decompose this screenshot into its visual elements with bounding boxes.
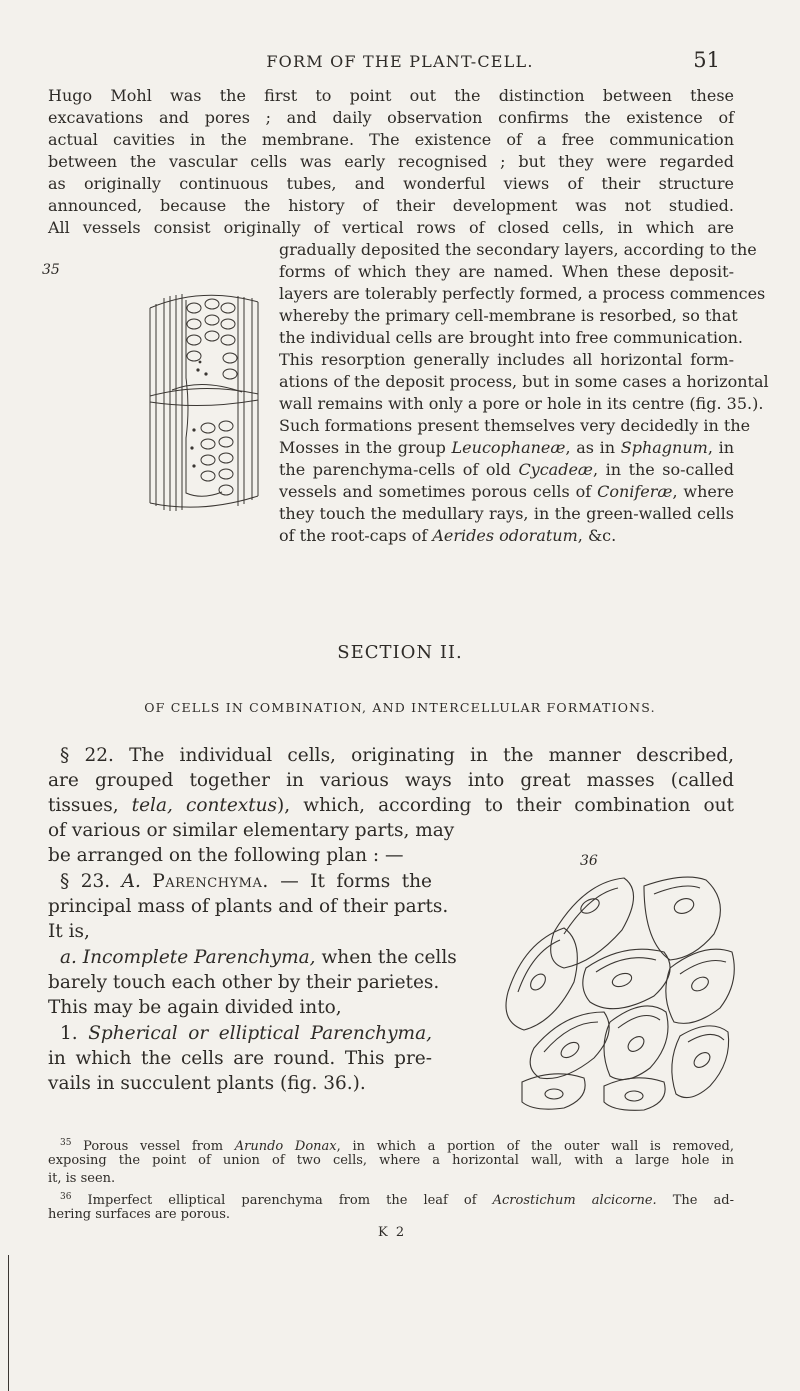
text-line: Such formations present themselves very decidedly in the	[279, 416, 751, 435]
section-subtitle: OF CELLS IN COMBINATION, AND INTERCELLULAR FORMATIONS.	[144, 700, 656, 715]
text-line: announced, because the history of their development was not studied.	[48, 196, 734, 215]
text-line: vails in succulent plants (fig. 36.).	[48, 1073, 366, 1094]
text-line: in which the cells are round. This pre-	[48, 1048, 432, 1069]
text-line: actual cavities in the membrane. The existence of a free communication	[48, 130, 734, 149]
binding-edge	[8, 1255, 9, 1391]
section-title: SECTION II.	[337, 642, 463, 663]
footnote-36: $^{36}$ Imperfect elliptical parenchyma from the leaf of Acrostichum alcicorne. The ad-	[60, 1192, 734, 1208]
text-line: § 23. A. Parenchyma. — It forms the	[60, 871, 432, 892]
signature-mark: K 2	[378, 1225, 407, 1240]
running-title: FORM OF THE PLANT-CELL.	[266, 52, 534, 71]
figure-35-label: 35	[42, 262, 60, 278]
text-line: 1. Spherical or elliptical Parenchyma,	[60, 1023, 432, 1044]
footnote-line: hering surfaces are porous.	[48, 1207, 231, 1222]
text-line: whereby the primary cell-membrane is resorbed, so that	[279, 306, 738, 325]
footnote-35: $^{35}$ Porous vessel from Arundo Donax, in which a portion of the outer wall is removed,	[60, 1138, 734, 1154]
text-line: they touch the medullary rays, in the green-walled cells	[279, 504, 734, 523]
text-line: the parenchyma-cells of old Cycadeæ, in the so-called	[279, 460, 735, 479]
text-line: excavations and pores ; and daily observation confirms the existence of	[48, 108, 734, 127]
text-line: All vessels consist originally of vertical rows of closed cells, in which are	[48, 218, 734, 237]
text-line: of various or similar elementary parts, may	[48, 820, 455, 841]
footnote-line: exposing the point of union of two cells, where a horizontal wall, with a large hole in	[48, 1153, 734, 1168]
text-line: forms of which they are named. When these deposit-	[279, 262, 734, 281]
text-line: gradually deposited the secondary layers, according to the	[279, 240, 757, 259]
text-line: Mosses in the group Leucophaneæ, as in Sphagnum, in	[279, 438, 735, 457]
text-line: are grouped together in various ways into great masses (called	[48, 770, 734, 791]
text-line: vessels and sometimes porous cells of Coniferæ, where	[279, 482, 735, 501]
text-line: be arranged on the following plan : —	[48, 845, 404, 866]
text-line: of the root-caps of Aerides odoratum, &c.	[279, 526, 617, 545]
text-line: Hugo Mohl was the first to point out the distinction between these	[48, 86, 734, 105]
text-line: § 22. The individual cells, originating in the manner described,	[60, 745, 734, 766]
text-line: This resorption generally includes all horizontal form-	[279, 350, 734, 369]
text-line: between the vascular cells was early recognised ; but they were regarded	[48, 152, 734, 171]
page-number: 51	[693, 48, 720, 72]
text-line: a. Incomplete Parenchyma, when the cells	[60, 947, 457, 968]
text-line: layers are tolerably perfectly formed, a process commences	[279, 284, 766, 303]
text-line: tissues, tela, contextus), which, according to their combination out	[48, 795, 734, 816]
text-line: principal mass of plants and of their parts.	[48, 896, 449, 917]
text-line: ations of the deposit process, but in some cases a horizontal	[279, 372, 769, 391]
footnote-line: it, is seen.	[48, 1171, 116, 1186]
text-line: barely touch each other by their parietes.	[48, 972, 440, 993]
text-line: as originally continuous tubes, and wonderful views of their structure	[48, 174, 734, 193]
figure-36-label: 36	[580, 853, 598, 869]
text-line: This may be again divided into,	[48, 997, 342, 1018]
text-line: wall remains with only a pore or hole in its centre (fig. 35.).	[279, 394, 764, 413]
text-line: the individual cells are brought into free communication.	[279, 328, 744, 347]
text-line: It is,	[48, 921, 90, 942]
